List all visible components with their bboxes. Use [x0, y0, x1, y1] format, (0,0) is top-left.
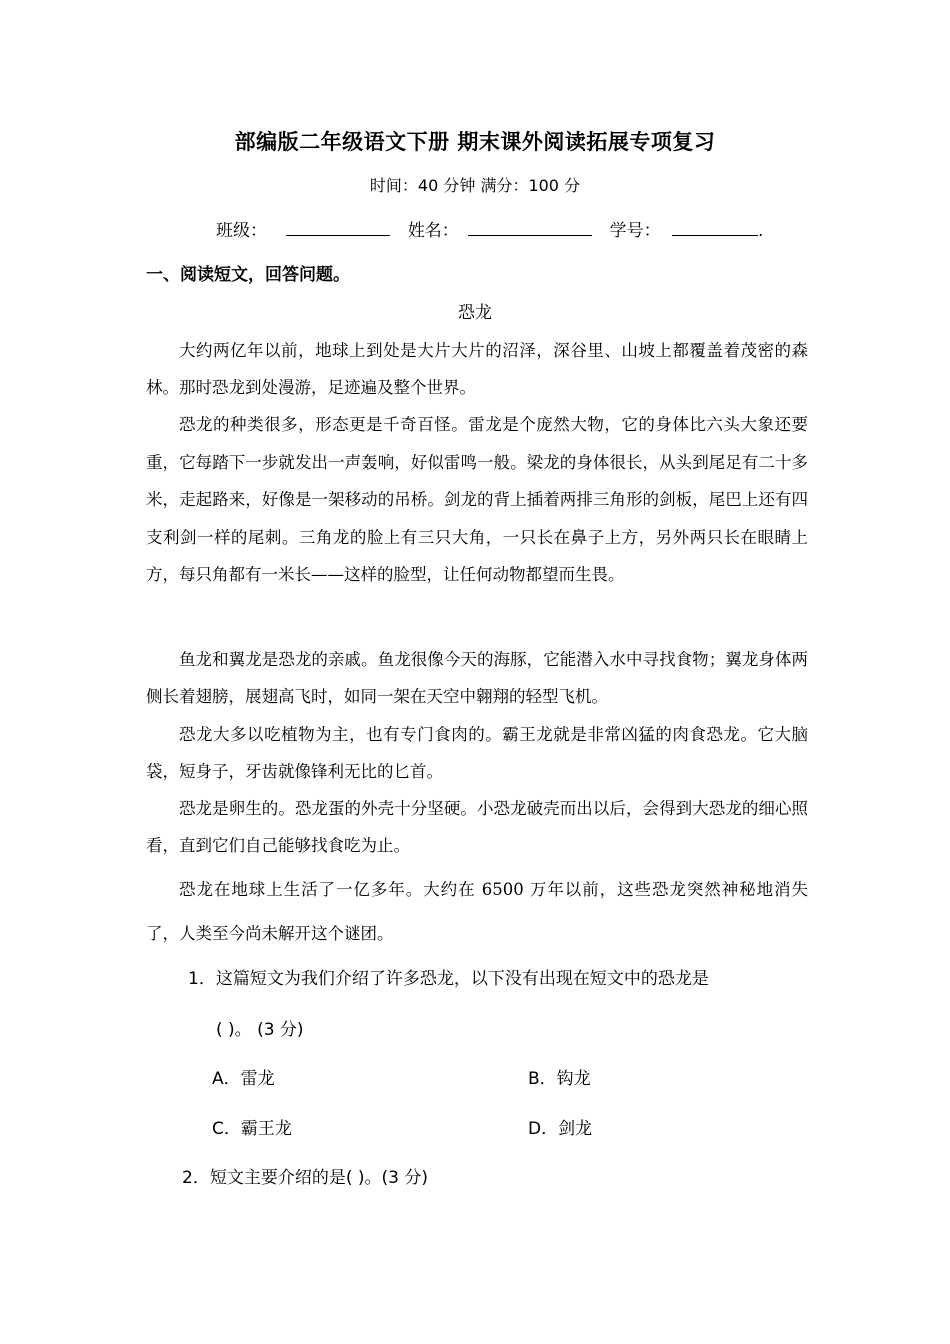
story-paragraph: 恐龙大多以吃植物为主，也有专门食肉的。霸王龙就是非常凶猛的肉食恐龙。它大脑袋，短身子，牙齿就像锋利无比的匕首。 [146, 725, 808, 781]
story-paragraph: 恐龙是卵生的。恐龙蛋的外壳十分坚硬。小恐龙破壳而出以后，会得到大恐龙的细心照看，直到它们自己能够找食吃为止。 [146, 799, 808, 855]
option-a[interactable]: A．雷龙 [212, 1069, 275, 1089]
name-blank[interactable] [468, 217, 592, 236]
question-1-text: 1．这篇短文为我们介绍了许多恐龙，以下没有出现在短文中的恐龙是 [188, 969, 709, 989]
option-c[interactable]: C．霸王龙 [212, 1119, 292, 1139]
story-paragraph: 恐龙的种类很多，形态更是千奇百怪。雷龙是个庞然大物，它的身体比六头大象还要重，它每踏下一步就发出一声轰响，好似雷鸣一般。梁龙的身体很长，从头到尾足有二十多米，走起路来，好像是一架移动的吊桥。剑龙的背上插着两排三角形的剑板，尾巴上还有四支利剑一样的尾刺。三角龙的脸上有三只大角，一只长在鼻子上方，另外两只长在眼睛上方，每只角都有一米长——这样的脸型，让任何动物都望而生畏。 [146, 415, 808, 584]
story-title: 恐龙 [458, 303, 492, 323]
story-paragraph: 恐龙在地球上生活了一亿多年。大约在 6500 万年以前，这些恐龙突然神秘地消失了，人类至今尚未解开这个谜团。 [146, 880, 808, 943]
option-d[interactable]: D．剑龙 [528, 1119, 593, 1139]
id-blank[interactable] [672, 217, 758, 236]
section-heading: 一、阅读短文，回答问题。 [146, 265, 350, 285]
name-label: 姓名： [407, 221, 459, 241]
class-blank[interactable] [286, 217, 390, 236]
question-2-text[interactable]: 2．短文主要介绍的是( )。(3 分) [182, 1168, 428, 1188]
end-mark: . [758, 221, 764, 241]
page-title: 部编版二年级语文下册 期末课外阅读拓展专项复习 [234, 130, 716, 154]
class-label: 班级： [216, 221, 267, 241]
id-label: 学号： [609, 221, 661, 241]
question-1-answer-blank[interactable]: ( )。 (3 分) [216, 1020, 304, 1040]
story-paragraph: 大约两亿年以前，地球上到处是大片大片的沼泽，深谷里、山坡上都覆盖着茂密的森林。那时恐龙到处漫游，足迹遍及整个世界。 [146, 341, 808, 397]
student-info-row [216, 216, 776, 241]
story-paragraph: 鱼龙和翼龙是恐龙的亲戚。鱼龙很像今天的海豚，它能潜入水中寻找食物；翼龙身体两侧长着翅膀，展翅高飞时，如同一架在天空中翱翔的轻型飞机。 [146, 650, 808, 706]
exam-meta: 时间：40 分钟 满分：100 分 [369, 176, 581, 195]
option-b[interactable]: B．钩龙 [528, 1069, 591, 1089]
